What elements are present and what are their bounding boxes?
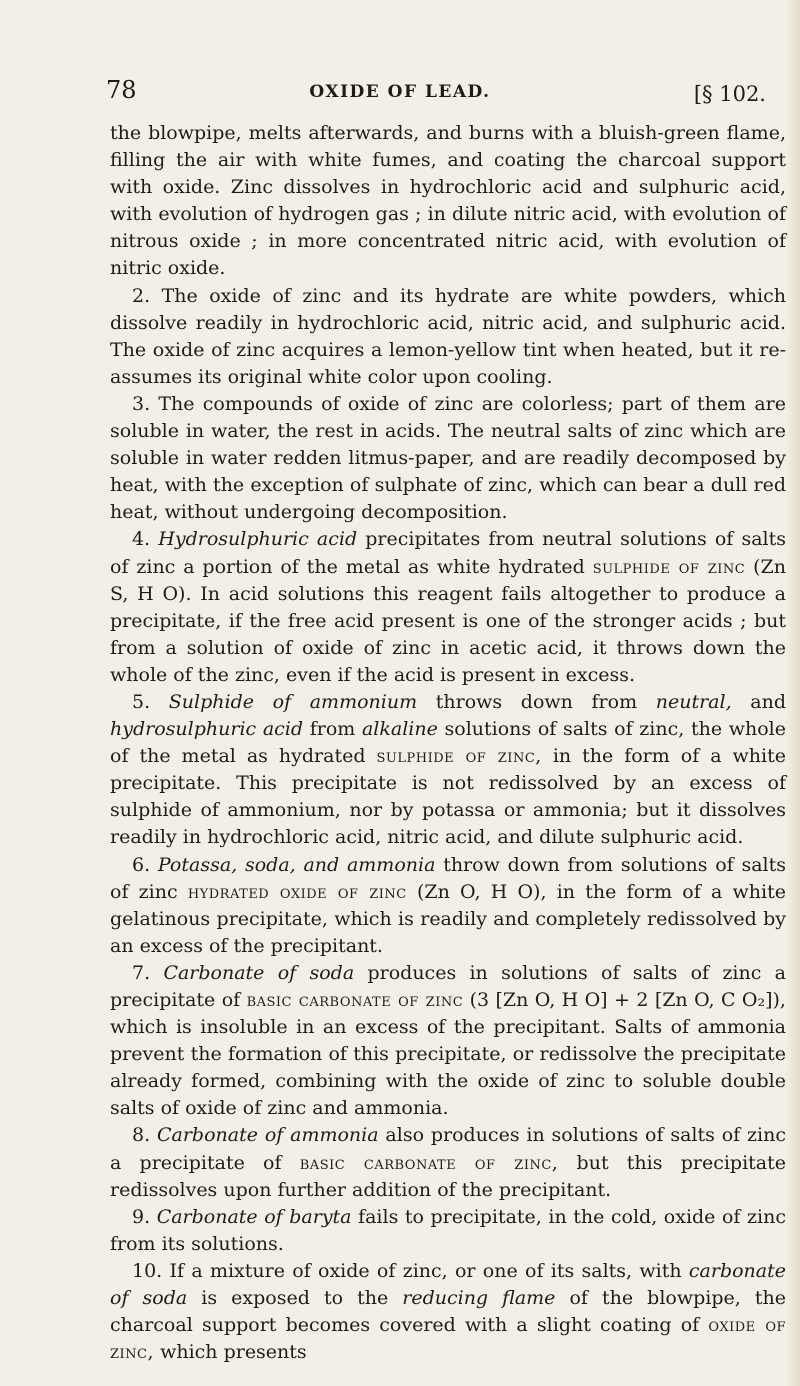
compound-name: hydrated oxide of zinc — [187, 880, 407, 903]
page-number: 78 — [106, 76, 137, 104]
paragraph-4 — [110, 526, 786, 689]
compound-name: oxide of zinc, — [110, 1314, 786, 1364]
para-text: (Zn S, H O). In acid solutions this reagent fails altogether to produce a precipitate, if the free acid present is one of the stronger acids ; but from a solution of oxide of zinc in acetic acid, it throws down the whole of the zinc, even if the acid is present in excess. — [110, 555, 786, 686]
page-edge-shadow — [786, 0, 800, 1386]
paragraph-2: 2. The oxide of zinc and its hydrate are white powders, which dissolve readily in hydrochloric acid, nitric acid, and sulphuric acid. The oxide of zinc acquires a lemon-yellow tint when heated, but it re-assumes its original white color upon cooling. — [110, 284, 786, 388]
para-text: from — [309, 718, 356, 741]
compound-name: sulphide of zinc, — [376, 745, 542, 768]
emphasis: alkaline — [361, 718, 438, 741]
paragraph-6 — [110, 852, 786, 960]
para-number: 6. — [132, 853, 151, 876]
paragraph-10 — [110, 1258, 786, 1366]
para-text: throw down from solutions of salts of zinc — [110, 853, 787, 903]
compound-name: sulphide of zinc — [592, 555, 746, 578]
paragraph-3: 3. The compounds of oxide of zinc are colorless; part of them are soluble in water, the rest in acids. The neutral salts of zinc which are soluble in water redden litmus-paper, and are readily decomposed by heat, with the exception of sulphate of zinc, which can bear a dull red heat, without undergoing decomposition. — [110, 392, 786, 524]
body-text — [110, 120, 786, 1366]
para-number: 8. — [132, 1124, 151, 1147]
reagent-name: Carbonate of soda — [163, 961, 355, 984]
emphasis: neutral, — [655, 690, 732, 713]
para-text: solutions of salts of zinc, the whole of the metal as hydrated — [110, 718, 786, 768]
para-text: precipitates from neutral solutions of salts of zinc a portion of the metal as white hydrated — [110, 528, 786, 578]
para-text: If a mixture of oxide of zinc, or one of its salts, with — [169, 1259, 682, 1282]
reagent-name: Hydrosulphuric acid — [158, 528, 358, 551]
reagent-name: Carbonate of baryta — [156, 1205, 352, 1228]
paragraph-continued: the blowpipe, melts afterwards, and burns with a bluish-green flame, filling the air with white fumes, and coating the charcoal support with oxide. Zinc dissolves in hydrochloric acid and sulphuric acid, with evolution of hydrogen gas ; in dilute nitric acid, with evolution of nitrous oxide ; in more concentrated nitric acid, with evolution of nitric oxide. — [110, 122, 786, 280]
para-text: (3 [Zn O, H O] + 2 [Zn O, C O₂]), which is insoluble in an excess of the precipitant. Salts of ammonia prevent the formation of this precipitate, or redissolve the precipitate already formed, combining with the oxide of zinc to soluble double salts of oxide of zinc and ammonia. — [110, 989, 786, 1120]
emphasis: hydrosulphuric acid — [110, 718, 304, 741]
para-number: 10. — [132, 1259, 163, 1282]
section-marker: [§ 102. — [693, 82, 766, 106]
paragraph-5 — [110, 689, 786, 852]
para-text: produces in solutions of salts of zinc a precipitate of — [110, 961, 786, 1011]
para-text: but this precipitate redissolves upon further addition of the precipitant. — [110, 1151, 786, 1201]
compound-name: basic carbonate of zinc — [246, 989, 464, 1011]
para-text: throws down from — [435, 690, 638, 713]
para-text: also produces in solutions of salts of zinc a precipitate of — [110, 1124, 787, 1174]
paragraph-7 — [110, 960, 786, 1123]
reagent-name: Sulphide of ammonium — [168, 690, 418, 713]
compound-name: basic carbonate of zinc, — [299, 1151, 559, 1174]
para-text: (Zn O, H O), in the form of a white gelatinous precipitate, which is readily and completely redissolved by an excess of the precipitant. — [110, 880, 786, 957]
para-number: 9. — [132, 1205, 151, 1228]
emphasis: reducing flame — [402, 1287, 556, 1310]
paragraph-8 — [110, 1122, 786, 1203]
para-number: 4. — [132, 528, 151, 551]
para-text: in the form of a white precipitate. This precipitate is not redissolved by an excess of sulphide of ammonium, nor by potassa or ammonia; but it dissolves readily in hydrochloric acid, nitric acid, and dilute sulphuric acid. — [110, 745, 787, 849]
para-text: which presents — [160, 1341, 307, 1364]
para-number: 7. — [132, 961, 151, 984]
para-number: 5. — [132, 690, 151, 713]
para-text: of the blowpipe, the charcoal support becomes covered with a slight coating of — [110, 1287, 786, 1337]
running-title: OXIDE OF LEAD. — [309, 82, 491, 102]
page-header — [0, 76, 800, 116]
reagent-name: Carbonate of ammonia — [156, 1124, 379, 1147]
emphasis: carbonate of soda — [110, 1259, 786, 1310]
para-text: is exposed to the — [201, 1287, 389, 1310]
reagent-name: Potassa, soda, and ammonia — [157, 853, 436, 876]
para-text: and — [750, 690, 786, 713]
para-text: fails to precipitate, in the cold, oxide of zinc from its solutions. — [110, 1205, 786, 1255]
paragraph-9 — [110, 1204, 786, 1258]
